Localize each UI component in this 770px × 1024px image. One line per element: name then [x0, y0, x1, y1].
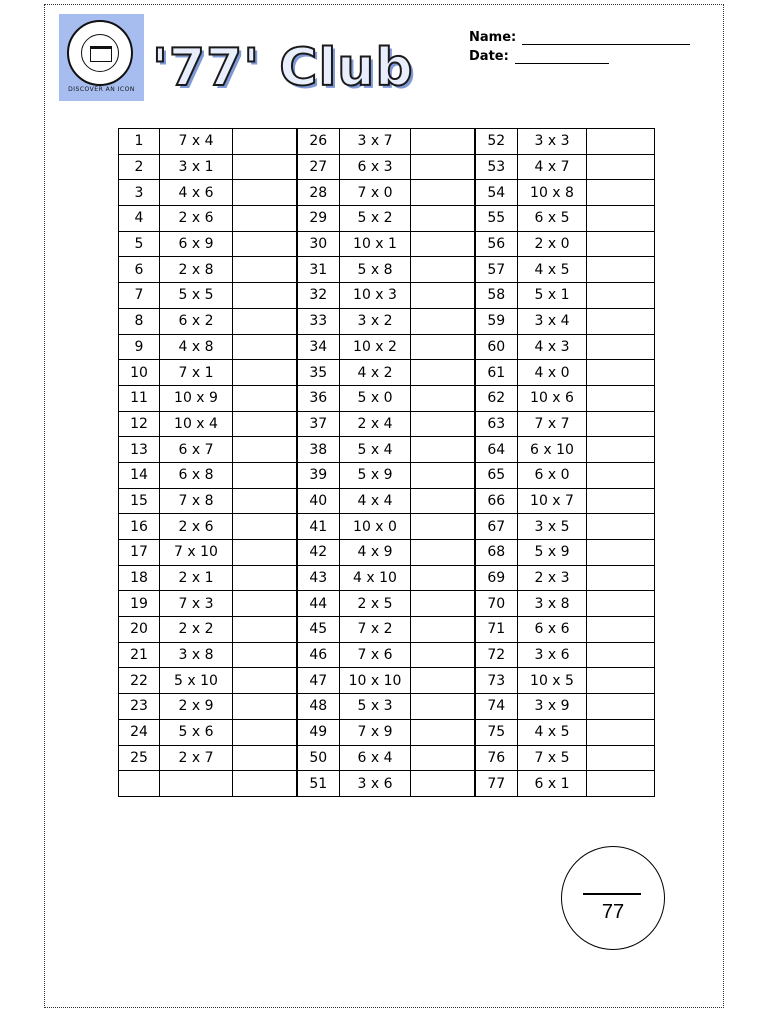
- answer-cell[interactable]: [233, 385, 297, 411]
- question-text: 7 x 8: [160, 488, 233, 514]
- table-row: [119, 385, 655, 411]
- question-text: 7 x 1: [160, 360, 233, 386]
- question-text: 10 x 10: [340, 668, 411, 694]
- question-number: 57: [475, 257, 518, 283]
- question-number: 43: [297, 565, 340, 591]
- question-text: 10 x 0: [340, 514, 411, 540]
- question-text: 2 x 6: [160, 514, 233, 540]
- question-text: 7 x 2: [340, 617, 411, 643]
- answer-cell[interactable]: [587, 462, 655, 488]
- answer-cell[interactable]: [587, 231, 655, 257]
- question-text: 7 x 9: [340, 719, 411, 745]
- answer-cell[interactable]: [587, 385, 655, 411]
- question-number: 7: [119, 283, 160, 309]
- answer-cell[interactable]: [587, 129, 655, 155]
- question-text: 10 x 7: [518, 488, 587, 514]
- question-number: 35: [297, 360, 340, 386]
- question-text: 3 x 1: [160, 154, 233, 180]
- question-text: 10 x 9: [160, 385, 233, 411]
- question-number: 49: [297, 719, 340, 745]
- question-number: [119, 771, 160, 797]
- question-text: 2 x 3: [518, 565, 587, 591]
- question-text: 5 x 9: [340, 462, 411, 488]
- answer-cell[interactable]: [233, 231, 297, 257]
- table-row: [119, 642, 655, 668]
- answer-cell[interactable]: [411, 565, 475, 591]
- question-text: 6 x 2: [160, 308, 233, 334]
- answer-cell[interactable]: [411, 462, 475, 488]
- question-text: 6 x 6: [518, 617, 587, 643]
- question-text: 2 x 4: [340, 411, 411, 437]
- question-number: 47: [297, 668, 340, 694]
- question-text: 2 x 8: [160, 257, 233, 283]
- answer-cell[interactable]: [233, 719, 297, 745]
- answer-cell[interactable]: [411, 437, 475, 463]
- question-number: 40: [297, 488, 340, 514]
- question-number: 8: [119, 308, 160, 334]
- question-number: 41: [297, 514, 340, 540]
- question-text: 3 x 5: [518, 514, 587, 540]
- question-text: 4 x 3: [518, 334, 587, 360]
- question-text: 7 x 4: [160, 129, 233, 155]
- question-number: 27: [297, 154, 340, 180]
- answer-cell[interactable]: [411, 334, 475, 360]
- question-number: 9: [119, 334, 160, 360]
- question-number: 64: [475, 437, 518, 463]
- question-text: 4 x 5: [518, 719, 587, 745]
- answer-cell[interactable]: [587, 642, 655, 668]
- question-number: 37: [297, 411, 340, 437]
- table-row: [119, 694, 655, 720]
- question-number: 18: [119, 565, 160, 591]
- answer-cell[interactable]: [233, 617, 297, 643]
- answer-cell[interactable]: [411, 257, 475, 283]
- question-text: 2 x 2: [160, 617, 233, 643]
- question-number: 12: [119, 411, 160, 437]
- question-text: 4 x 7: [518, 154, 587, 180]
- table-row: [119, 617, 655, 643]
- score-circle: [561, 846, 665, 950]
- table-row: [119, 231, 655, 257]
- question-text: 7 x 0: [340, 180, 411, 206]
- question-text: 5 x 2: [340, 206, 411, 232]
- question-text: 3 x 9: [518, 694, 587, 720]
- date-field[interactable]: [469, 49, 609, 64]
- answer-cell[interactable]: [233, 565, 297, 591]
- question-text: 4 x 8: [160, 334, 233, 360]
- answer-cell[interactable]: [587, 308, 655, 334]
- question-text: 4 x 6: [160, 180, 233, 206]
- answer-cell[interactable]: [233, 514, 297, 540]
- question-number: 16: [119, 514, 160, 540]
- question-number: 67: [475, 514, 518, 540]
- table-row: [119, 129, 655, 155]
- answer-cell[interactable]: [587, 334, 655, 360]
- question-text: 5 x 5: [160, 283, 233, 309]
- question-number: 71: [475, 617, 518, 643]
- answer-cell[interactable]: [233, 206, 297, 232]
- question-text: 2 x 7: [160, 745, 233, 771]
- answer-cell[interactable]: [411, 129, 475, 155]
- answer-cell[interactable]: [411, 231, 475, 257]
- answer-cell[interactable]: [411, 154, 475, 180]
- question-text: 3 x 6: [518, 642, 587, 668]
- answer-cell[interactable]: [411, 308, 475, 334]
- table-row: [119, 540, 655, 566]
- question-number: 26: [297, 129, 340, 155]
- question-number: 33: [297, 308, 340, 334]
- name-field[interactable]: [469, 30, 690, 45]
- building-icon: [90, 46, 112, 62]
- question-number: 31: [297, 257, 340, 283]
- question-number: 75: [475, 719, 518, 745]
- question-text: 6 x 0: [518, 462, 587, 488]
- table-row: [119, 591, 655, 617]
- question-number: 38: [297, 437, 340, 463]
- question-text: 2 x 0: [518, 231, 587, 257]
- answer-cell[interactable]: [233, 642, 297, 668]
- answer-cell[interactable]: [587, 617, 655, 643]
- question-text: 3 x 6: [340, 771, 411, 797]
- question-number: 1: [119, 129, 160, 155]
- question-text: 6 x 4: [340, 745, 411, 771]
- date-label: Date:: [469, 49, 509, 64]
- table-row: [119, 745, 655, 771]
- question-number: 65: [475, 462, 518, 488]
- question-text: 5 x 8: [340, 257, 411, 283]
- question-number: 53: [475, 154, 518, 180]
- question-number: 11: [119, 385, 160, 411]
- question-text: 10 x 8: [518, 180, 587, 206]
- question-number: 55: [475, 206, 518, 232]
- question-text: 6 x 5: [518, 206, 587, 232]
- question-number: 51: [297, 771, 340, 797]
- question-number: 70: [475, 591, 518, 617]
- question-number: 48: [297, 694, 340, 720]
- question-text: 2 x 1: [160, 565, 233, 591]
- answer-cell[interactable]: [411, 283, 475, 309]
- table-row: [119, 514, 655, 540]
- table-row: [119, 334, 655, 360]
- answer-cell[interactable]: [411, 180, 475, 206]
- question-number: 13: [119, 437, 160, 463]
- question-number: 42: [297, 540, 340, 566]
- answer-cell[interactable]: [587, 745, 655, 771]
- question-number: 22: [119, 668, 160, 694]
- question-text: 10 x 4: [160, 411, 233, 437]
- answer-cell[interactable]: [233, 257, 297, 283]
- answer-cell[interactable]: [411, 694, 475, 720]
- question-text: 10 x 2: [340, 334, 411, 360]
- question-text: 4 x 10: [340, 565, 411, 591]
- question-number: 25: [119, 745, 160, 771]
- answer-cell[interactable]: [233, 437, 297, 463]
- answer-cell[interactable]: [411, 411, 475, 437]
- table-row: [119, 719, 655, 745]
- question-text: 4 x 4: [340, 488, 411, 514]
- answer-cell[interactable]: [587, 488, 655, 514]
- answer-cell[interactable]: [587, 540, 655, 566]
- question-text: 4 x 9: [340, 540, 411, 566]
- question-text: 7 x 10: [160, 540, 233, 566]
- table-row: [119, 360, 655, 386]
- question-number: 10: [119, 360, 160, 386]
- question-text: 4 x 5: [518, 257, 587, 283]
- question-text: 4 x 0: [518, 360, 587, 386]
- date-line[interactable]: [515, 63, 609, 64]
- question-text: 3 x 3: [518, 129, 587, 155]
- answer-cell[interactable]: [587, 694, 655, 720]
- question-number: 46: [297, 642, 340, 668]
- question-number: 24: [119, 719, 160, 745]
- answer-cell[interactable]: [233, 411, 297, 437]
- name-label: Name:: [469, 30, 517, 45]
- table-row: [119, 488, 655, 514]
- score-total: 77: [601, 901, 625, 923]
- table-row: [119, 771, 655, 797]
- answer-cell[interactable]: [587, 206, 655, 232]
- question-number: 44: [297, 591, 340, 617]
- question-text: 6 x 3: [340, 154, 411, 180]
- answer-cell[interactable]: [411, 360, 475, 386]
- answer-cell[interactable]: [233, 488, 297, 514]
- answer-cell[interactable]: [411, 617, 475, 643]
- answer-cell[interactable]: [233, 540, 297, 566]
- answer-cell[interactable]: [411, 719, 475, 745]
- answer-cell[interactable]: [411, 668, 475, 694]
- question-text: 5 x 6: [160, 719, 233, 745]
- question-number: 60: [475, 334, 518, 360]
- table-row: [119, 411, 655, 437]
- question-text: 7 x 5: [518, 745, 587, 771]
- table-row: [119, 565, 655, 591]
- answer-cell[interactable]: [587, 411, 655, 437]
- answer-cell[interactable]: [411, 385, 475, 411]
- answer-cell[interactable]: [587, 283, 655, 309]
- question-number: 61: [475, 360, 518, 386]
- answer-cell[interactable]: [411, 591, 475, 617]
- table-row: [119, 462, 655, 488]
- question-text: 10 x 6: [518, 385, 587, 411]
- question-number: 59: [475, 308, 518, 334]
- table-row: [119, 257, 655, 283]
- answer-cell[interactable]: [587, 360, 655, 386]
- question-text: 5 x 9: [518, 540, 587, 566]
- answer-cell[interactable]: [233, 694, 297, 720]
- answer-cell[interactable]: [411, 540, 475, 566]
- answer-cell[interactable]: [587, 668, 655, 694]
- answer-cell[interactable]: [233, 308, 297, 334]
- answer-cell[interactable]: [587, 257, 655, 283]
- question-number: 63: [475, 411, 518, 437]
- answer-cell[interactable]: [587, 591, 655, 617]
- table-row: [119, 180, 655, 206]
- question-text: 10 x 5: [518, 668, 587, 694]
- question-text: 2 x 9: [160, 694, 233, 720]
- question-number: 3: [119, 180, 160, 206]
- question-text: 3 x 8: [518, 591, 587, 617]
- question-number: 45: [297, 617, 340, 643]
- answer-cell[interactable]: [587, 719, 655, 745]
- answer-cell[interactable]: [587, 565, 655, 591]
- answer-cell[interactable]: [233, 180, 297, 206]
- question-text: 5 x 0: [340, 385, 411, 411]
- answer-cell[interactable]: [411, 771, 475, 797]
- question-text: 6 x 9: [160, 231, 233, 257]
- question-text: 2 x 6: [160, 206, 233, 232]
- page-title: '77' Club: [152, 38, 414, 98]
- questions-table: [118, 128, 655, 797]
- question-text: 6 x 10: [518, 437, 587, 463]
- question-text: 7 x 7: [518, 411, 587, 437]
- question-number: 56: [475, 231, 518, 257]
- table-row: [119, 206, 655, 232]
- question-number: 34: [297, 334, 340, 360]
- answer-cell[interactable]: [233, 591, 297, 617]
- answer-cell[interactable]: [587, 514, 655, 540]
- question-text: 7 x 3: [160, 591, 233, 617]
- answer-cell[interactable]: [587, 180, 655, 206]
- question-text: 6 x 1: [518, 771, 587, 797]
- question-text: 2 x 5: [340, 591, 411, 617]
- question-number: 4: [119, 206, 160, 232]
- question-number: 52: [475, 129, 518, 155]
- table-row: [119, 668, 655, 694]
- question-number: 5: [119, 231, 160, 257]
- question-text: 3 x 4: [518, 308, 587, 334]
- question-number: 68: [475, 540, 518, 566]
- question-text: 5 x 1: [518, 283, 587, 309]
- answer-cell[interactable]: [233, 334, 297, 360]
- answer-cell[interactable]: [587, 437, 655, 463]
- question-text: 3 x 2: [340, 308, 411, 334]
- table-row: [119, 437, 655, 463]
- answer-cell[interactable]: [411, 514, 475, 540]
- answer-cell[interactable]: [233, 283, 297, 309]
- question-number: 20: [119, 617, 160, 643]
- question-text: 6 x 8: [160, 462, 233, 488]
- question-number: 28: [297, 180, 340, 206]
- answer-cell[interactable]: [233, 360, 297, 386]
- table-row: [119, 283, 655, 309]
- question-number: 58: [475, 283, 518, 309]
- question-number: 14: [119, 462, 160, 488]
- question-number: 36: [297, 385, 340, 411]
- question-text: 5 x 3: [340, 694, 411, 720]
- school-logo: [59, 14, 144, 101]
- answer-cell[interactable]: [233, 668, 297, 694]
- school-badge-icon: [67, 20, 133, 86]
- question-number: 74: [475, 694, 518, 720]
- question-number: 29: [297, 206, 340, 232]
- question-number: 39: [297, 462, 340, 488]
- answer-cell[interactable]: [233, 771, 297, 797]
- school-motto: DISCOVER AN ICON: [68, 86, 135, 93]
- question-text: 3 x 8: [160, 642, 233, 668]
- answer-cell[interactable]: [411, 642, 475, 668]
- answer-cell[interactable]: [587, 771, 655, 797]
- name-line[interactable]: [522, 44, 690, 45]
- answer-cell[interactable]: [411, 206, 475, 232]
- question-text: 10 x 3: [340, 283, 411, 309]
- question-number: 2: [119, 154, 160, 180]
- score-line: [583, 893, 641, 895]
- question-number: 21: [119, 642, 160, 668]
- question-number: 15: [119, 488, 160, 514]
- question-number: 76: [475, 745, 518, 771]
- question-number: 72: [475, 642, 518, 668]
- question-text: 5 x 4: [340, 437, 411, 463]
- question-text: 4 x 2: [340, 360, 411, 386]
- question-text: 10 x 1: [340, 231, 411, 257]
- question-number: 30: [297, 231, 340, 257]
- question-number: 62: [475, 385, 518, 411]
- answer-cell[interactable]: [233, 745, 297, 771]
- question-number: 54: [475, 180, 518, 206]
- answer-cell[interactable]: [587, 154, 655, 180]
- answer-cell[interactable]: [233, 154, 297, 180]
- answer-cell[interactable]: [411, 745, 475, 771]
- question-number: 77: [475, 771, 518, 797]
- table-row: [119, 154, 655, 180]
- answer-cell[interactable]: [411, 488, 475, 514]
- question-number: 23: [119, 694, 160, 720]
- question-number: 73: [475, 668, 518, 694]
- question-number: 69: [475, 565, 518, 591]
- question-text: 5 x 10: [160, 668, 233, 694]
- question-number: 19: [119, 591, 160, 617]
- answer-cell[interactable]: [233, 129, 297, 155]
- question-number: 32: [297, 283, 340, 309]
- question-number: 66: [475, 488, 518, 514]
- question-number: 6: [119, 257, 160, 283]
- question-text: 7 x 6: [340, 642, 411, 668]
- question-text: 6 x 7: [160, 437, 233, 463]
- question-text: [160, 771, 233, 797]
- table-row: [119, 308, 655, 334]
- question-text: 3 x 7: [340, 129, 411, 155]
- question-number: 17: [119, 540, 160, 566]
- answer-cell[interactable]: [233, 462, 297, 488]
- question-number: 50: [297, 745, 340, 771]
